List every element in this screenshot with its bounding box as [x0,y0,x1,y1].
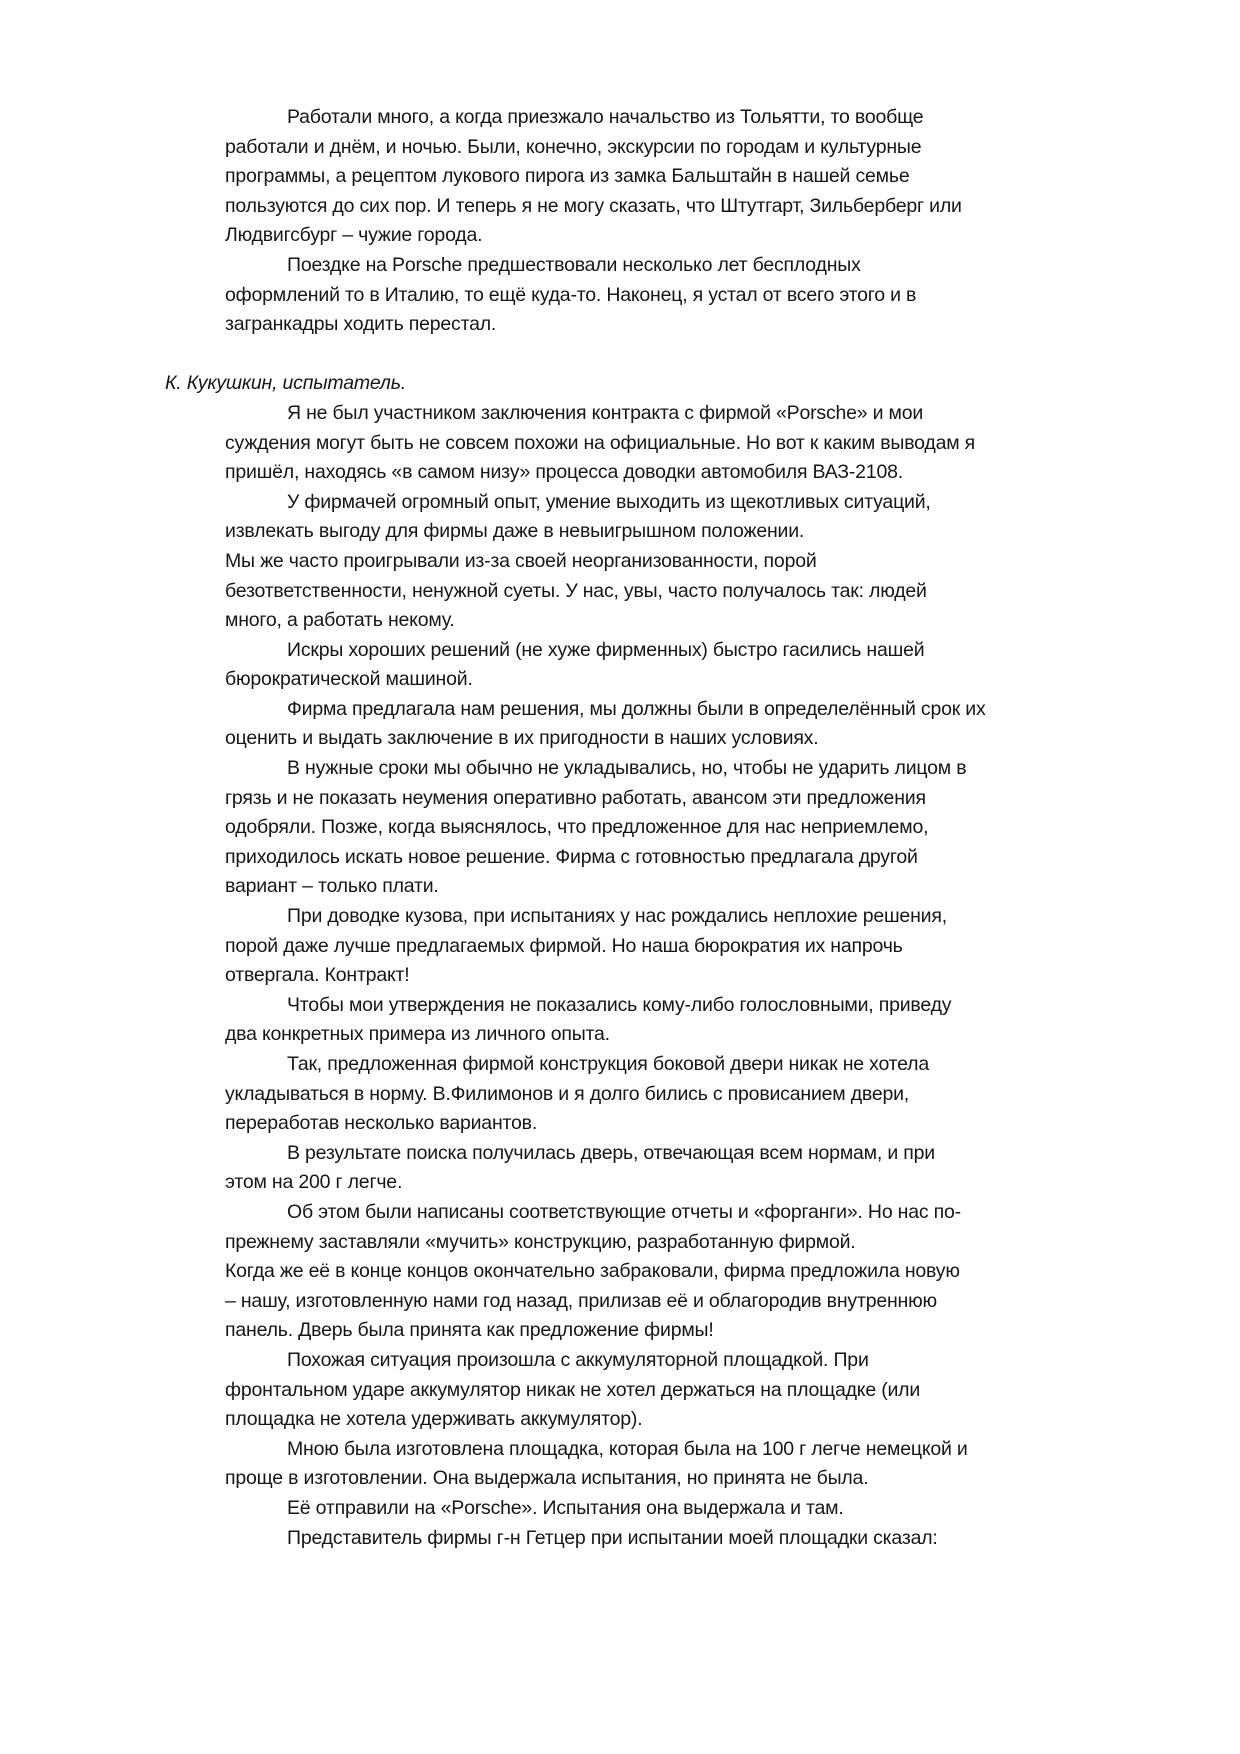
text-line: оценить и выдать заключение в их пригодности в наших условиях. [225,727,819,750]
text-line: Похожая ситуация произошла с аккумуляторной площадкой. При [287,1348,869,1371]
paragraph [225,902,1035,991]
text-line: Чтобы мои утверждения не показались кому-либо голословными, приведу [287,993,952,1016]
paragraph [225,636,1035,695]
paragraph [225,1346,1035,1435]
text-line: Её отправили на «Porsche». Испытания она выдержала и там. [287,1496,844,1519]
text-line: При доводке кузова, при испытаниях у нас рождались неплохие решения, [287,905,947,928]
text-line: безответственности, ненужной суеты. У нас, увы, часто получалось так: людей [225,579,927,602]
text-line: фронтальном ударе аккумулятор никак не хотел держаться на площадке (или [225,1378,921,1401]
document-text [165,103,1035,1553]
paragraph [225,488,1035,547]
text-line: много, а работать некому. [225,609,455,632]
text-line: проще в изготовлении. Она выдержала испытания, но принята не была. [225,1467,869,1490]
text-line: – нашу, изготовленную нами год назад, прилизав её и облагородив внутреннюю [225,1289,937,1312]
text-line: суждения могут быть не совсем похожи на официальные. Но вот к каким выводам я [225,431,975,454]
paragraph [225,991,1035,1050]
text-line: Работали много, а когда приезжало начальство из Тольятти, то вообще [287,106,924,128]
text-line: пришёл, находясь «в самом низу» процесса доводки автомобиля ВАЗ-2108. [225,461,903,484]
paragraph [225,399,1035,488]
text-line: площадка не хотела удерживать аккумулятор). [225,1408,643,1431]
paragraph [225,1494,1035,1524]
text-line: панель. Дверь была принята как предложение фирмы! [225,1319,714,1342]
section-heading [165,369,1035,399]
text-line: вариант – только плати. [225,875,439,898]
text-line: загранкадры ходить перестал. [225,313,497,336]
text-line: бюрократической машиной. [225,668,473,691]
text-line: К. Кукушкин, испытатель. [165,372,406,395]
text-line: В нужные сроки мы обычно не укладывались, но, чтобы не ударить лицом в [287,757,967,780]
text-line: Поездке на Porsche предшествовали несколько лет бесплодных [287,253,861,276]
text-line: Искры хороших решений (не хуже фирменных) быстро гасились нашей [287,638,925,661]
paragraph [225,754,1035,902]
text-line: Мы же часто проигрывали из-за своей неорганизованности, порой [225,549,817,572]
paragraph [225,695,1035,754]
paragraph [225,1198,1035,1257]
paragraph [225,547,1035,636]
text-line: программы, а рецептом лукового пирога из замка Бальштайн в нашей семье [225,165,910,188]
text-line: одобряли. Позже, когда выяснялось, что предложенное для нас неприемлемо, [225,816,929,839]
paragraph [225,1050,1035,1139]
paragraph [225,1435,1035,1494]
paragraph [225,1524,1035,1554]
text-line: два конкретных примера из личного опыта. [225,1023,610,1046]
text-line: укладываться в норму. В.Филимонов и я долго бились с провисанием двери, [225,1082,910,1105]
paragraph [225,103,1035,251]
paragraph [225,1139,1035,1198]
text-line: Людвигсбург – чужие города. [225,224,483,247]
text-line: переработав несколько вариантов. [225,1112,538,1135]
text-line: пользуются до сих пор. И теперь я не могу сказать, что Штутгарт, Зильберберг или [225,194,962,217]
text-line: Фирма предлагала нам решения, мы должны были в определелённый срок их [287,697,986,720]
text-line: грязь и не показать неумения оперативно работать, авансом эти предложения [225,786,926,809]
text-line: этом на 200 г легче. [225,1171,403,1194]
text-line: приходилось искать новое решение. Фирма с готовностью предлагала другой [225,845,918,868]
text-line: В результате поиска получилась дверь, отвечающая всем нормам, и при [287,1141,935,1164]
text-line: У фирмачей огромный опыт, умение выходить из щекотливых ситуаций, [287,490,931,513]
paragraph [225,251,1035,340]
text-line: оформлений то в Италию, то ещё куда-то. Наконец, я устал от всего этого и в [225,283,917,306]
text-line: отвергала. Контракт! [225,964,410,987]
paragraph [225,1257,1035,1346]
text-line: Мною была изготовлена площадка, которая была на 100 г легче немецкой и [287,1437,968,1460]
text-line: Я не был участником заключения контракта с фирмой «Porsche» и мои [287,401,924,424]
text-line: порой даже лучше предлагаемых фирмой. Но наша бюрократия их напрочь [225,934,903,957]
text-line: Так, предложенная фирмой конструкция боковой двери никак не хотела [287,1053,930,1075]
text-line: Об этом были написаны соответствующие отчеты и «форганги». Но нас по- [287,1200,961,1223]
text-line: прежнему заставляли «мучить» конструкцию, разработанную фирмой. [225,1230,856,1253]
text-line: Когда же её в конце концов окончательно забраковали, фирма предложила новую [225,1260,960,1283]
text-line: извлекать выгоду для фирмы даже в невыигрышном положении. [225,520,805,543]
text-line: работали и днём, и ночью. Были, конечно, экскурсии по городам и культурные [225,135,922,158]
text-line: Представитель фирмы г-н Гетцер при испытании моей площадки сказал: [287,1526,938,1549]
